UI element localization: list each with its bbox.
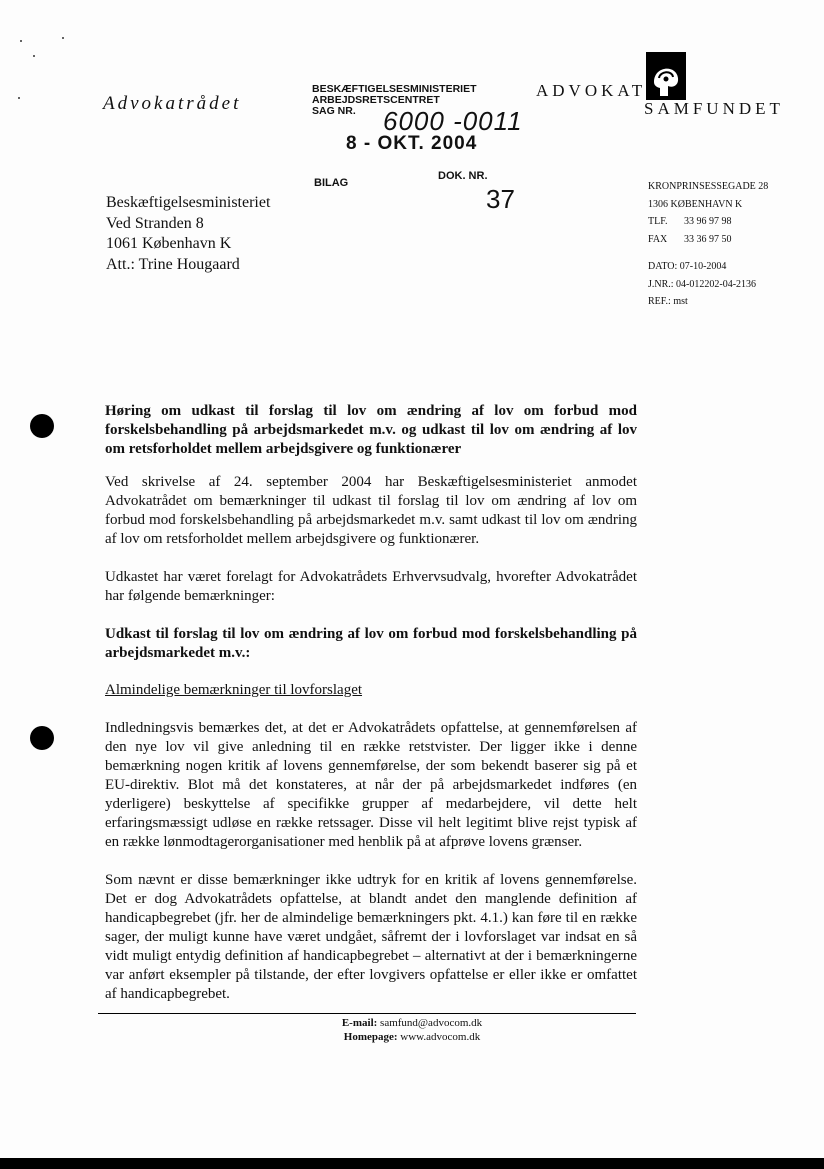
email-link[interactable]: samfund@advocom.dk — [380, 1017, 483, 1029]
brand-samfundet: SAMFUNDET — [644, 99, 784, 118]
footer — [0, 1016, 824, 1044]
body-paragraph: Som nævnt er disse bemærkninger ikke udtryk for en kritik af lovens gennemførelse. Det er dog Advokatrådets opfattelse, at blandt andet den manglende definition af handicapbegrebet (jfr. her de almindelige bemærkningers pkt. 4.1.) kan føre til en række sager, der muligt kunne have været undgået, såfremt der i lovforslaget var indsat en så vidt muligt entydig definition af handicapbegrebet – alternativt at der i bemærkningerne var anført eksempler på tilstande, der efter lovgivers opfattelse er eller ikke er omfattet af handicapbegrebet. — [105, 872, 637, 1002]
stamp-date: 8 - OKT. 2004 — [346, 133, 478, 154]
contact-block — [648, 178, 768, 311]
recipient-line: Beskæftigelsesministeriet — [106, 194, 271, 211]
recipient-line: 1061 København K — [106, 235, 232, 252]
scan-speck — [33, 55, 35, 57]
advokatsamfundet-logo-icon — [646, 52, 686, 100]
stamp-bilag-label: BILAG — [314, 177, 349, 189]
scan-edge — [0, 1158, 824, 1169]
fax-label: FAX — [648, 233, 668, 245]
stamp-case-label: SAG NR. — [312, 105, 356, 117]
letter-title: Høring om udkast til forslag til lov om ændring af lov om forbud mod forskelsbehandling på arbejdsmarkedet m.v. og udkast til lov om ændring af lov om retsforholdet mellem arbejdsgivere og funktionærer — [105, 403, 637, 457]
contact-phone — [648, 213, 768, 231]
contact-city: 1306 KØBENHAVN K — [648, 198, 743, 210]
recipient-line: Att.: Trine Hougaard — [106, 255, 240, 273]
stamp-doc-number: 37 — [486, 184, 515, 214]
letter-body — [105, 402, 637, 1023]
stamp-ministry: BESKÆFTIGELSESMINISTERIET — [312, 83, 477, 95]
section-heading: Udkast til forslag til lov om ændring af lov om forbud mod forskelsbehandling på arbejdsmarkedet m.v.: — [105, 626, 637, 661]
phone-label: TLF. — [648, 216, 668, 227]
punch-hole-icon — [30, 414, 54, 438]
phone-value: 33 96 97 98 — [684, 216, 732, 227]
letter-date: DATO: 07-10-2004 — [648, 261, 727, 272]
scan-speck — [20, 40, 22, 42]
stamp-department: ARBEJDSRETSCENTRET — [312, 94, 440, 106]
recipient-line: Ved Stranden 8 — [106, 214, 204, 232]
punch-hole-icon — [30, 726, 54, 750]
journal-number: J.NR.: 04-012202-04-2136 — [648, 278, 757, 290]
fax-value: 33 36 97 50 — [684, 233, 732, 245]
stamp-case-number: 6000 -0011 — [383, 106, 523, 136]
footer-divider — [98, 1013, 636, 1014]
body-paragraph: Ved skrivelse af 24. september 2004 har Beskæftigelsesministeriet anmodet Advokatrådet om bemærkninger til udkast til forslag til lov om ændring af lov om forbud mod forskelsbehandling på arbejdsmarkedet m.v. samt udkast til lov om ændring af lov om retsforholdet mellem arbejdsgivere og funktionærer. — [105, 474, 637, 547]
contact-street: KRONPRINSESSEGADE 28 — [648, 181, 769, 192]
homepage-link[interactable]: www.advocom.dk — [400, 1031, 481, 1043]
scan-speck — [62, 37, 64, 39]
brand-advokat: ADVOKAT — [536, 81, 647, 100]
email-label: E-mail: — [341, 1017, 378, 1029]
body-paragraph: Indledningsvis bemærkes det, at det er Advokatrådets opfattelse, at gennemførelsen af den nye lov vil give anledning til en række retstvister. Der ligger ikke i denne bemærkning nogen kritik af lovens gennemførelse, der som bekendt baserer sig på et EU-direktiv. Blot må det konstateres, at når der på arbejdsmarkedet indføres (en yderligere) beskyttelse af specifikke grupper af medarbejdere, vil dette helt erfaringsmæssigt udløse en række retssager. Disse vil helt legitimt blive rejst typisk af en række lønmodtagerorganisationer med henblik på at afprøve lovens grænser. — [105, 720, 637, 850]
contact-fax — [648, 231, 768, 249]
scan-speck — [18, 97, 20, 99]
body-paragraph: Udkastet har været forelagt for Advokatrådets Erhvervsudvalg, hvorefter Advokatrådet har følgende bemærkninger: — [105, 569, 637, 604]
stamp-doc-label: DOK. NR. — [438, 170, 488, 182]
homepage-label: Homepage: — [343, 1031, 398, 1043]
sender-name: Advokatrådet — [103, 93, 242, 114]
reference: REF.: mst — [648, 296, 688, 307]
subsection-heading: Almindelige bemærkninger til lovforslaget — [105, 682, 363, 698]
recipient-address — [106, 193, 270, 275]
